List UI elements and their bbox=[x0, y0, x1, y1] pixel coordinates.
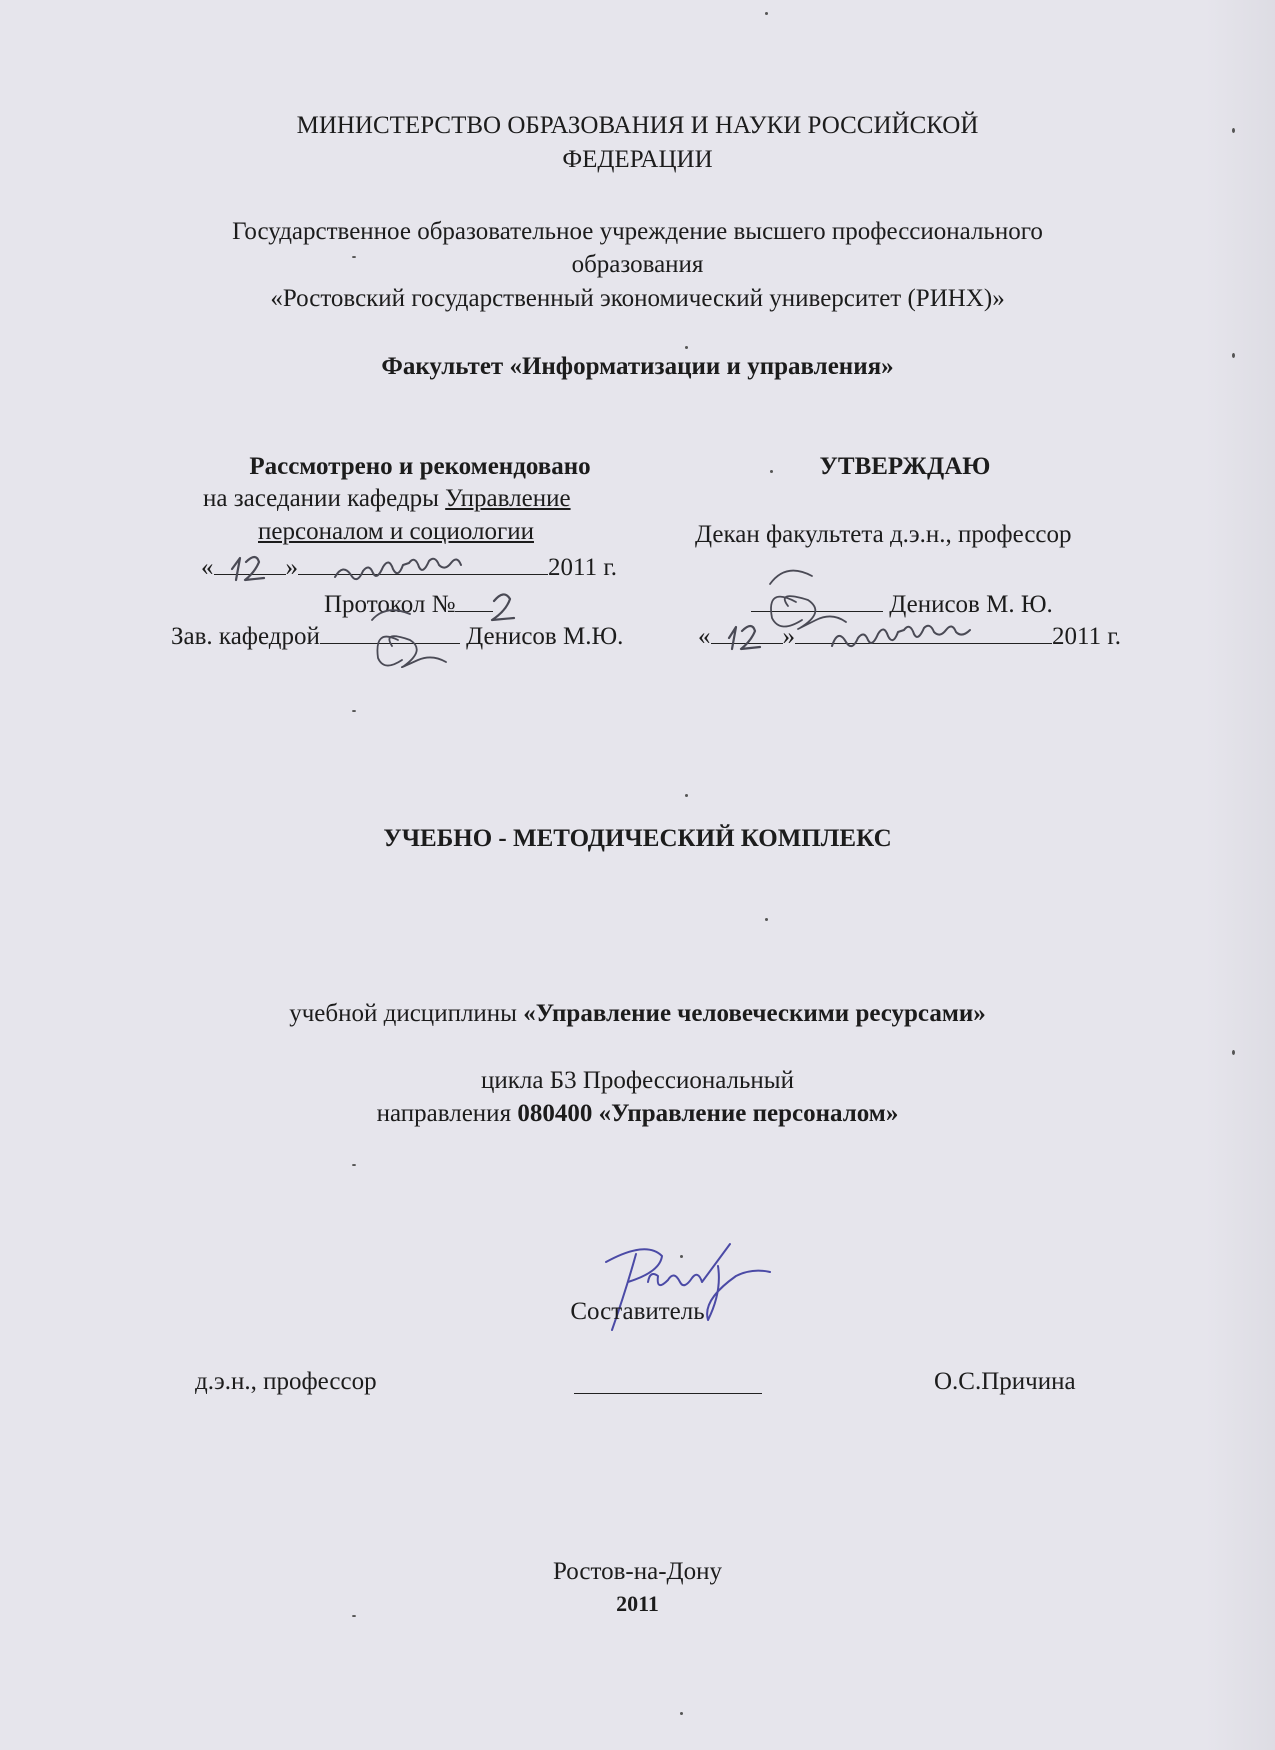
scan-speck bbox=[1232, 128, 1235, 133]
head-name: Денисов М.Ю. bbox=[466, 623, 624, 650]
scan-speck bbox=[352, 1615, 356, 1617]
scan-speck bbox=[352, 1164, 356, 1166]
department-name-part-2: персоналом и социологии bbox=[258, 518, 534, 545]
scan-speck bbox=[765, 12, 768, 15]
approval-right-heading: УТВЕРЖДАЮ bbox=[819, 453, 991, 480]
direction-name: 080400 «Управление персоналом» bbox=[517, 1100, 899, 1127]
date-year: 2011 г. bbox=[548, 554, 618, 581]
department-label: на заседании кафедры bbox=[203, 485, 446, 512]
scan-speck bbox=[680, 1255, 683, 1258]
ministry-line-1: МИНИСТЕРСТВО ОБРАЗОВАНИЯ И НАУКИ РОССИЙСКОЙ bbox=[296, 112, 979, 139]
compiler-signature-line bbox=[574, 1393, 762, 1394]
direction-label: направления bbox=[376, 1100, 518, 1127]
discipline-name: «Управление человеческими ресурсами» bbox=[523, 1000, 986, 1027]
handwritten-month-right bbox=[832, 626, 970, 646]
direction-line bbox=[0, 1099, 1275, 1128]
year: 2011 bbox=[616, 1591, 659, 1616]
approval-left-heading: Рассмотрено и рекомендовано bbox=[249, 453, 591, 480]
dean-position: Декан факультета д.э.н., профессор bbox=[695, 521, 1072, 548]
scan-speck bbox=[352, 710, 356, 712]
date-open-quote: « bbox=[698, 623, 711, 650]
scan-speck bbox=[765, 918, 768, 921]
compiler-label: Составитель bbox=[570, 1298, 705, 1325]
protocol-label: Протокол № bbox=[324, 591, 456, 618]
head-signature bbox=[372, 610, 446, 667]
handwritten-month-left bbox=[335, 559, 461, 579]
handwritten-protocol-number bbox=[492, 594, 514, 620]
discipline-line bbox=[0, 999, 1275, 1028]
institution-line-1: Государственное образовательное учреждение высшего профессионального bbox=[232, 218, 1043, 245]
city: Ростов-на-Дону bbox=[553, 1558, 722, 1585]
discipline-label: учебной дисциплины bbox=[289, 1000, 524, 1027]
compiler-name: О.С.Причина bbox=[934, 1368, 1076, 1395]
document-title: УЧЕБНО - МЕТОДИЧЕСКИЙ КОМПЛЕКС bbox=[383, 825, 892, 852]
ministry-line-2: ФЕДЕРАЦИИ bbox=[562, 146, 713, 173]
institution-line-3: «Ростовский государственный экономический университет (РИНХ)» bbox=[270, 285, 1005, 312]
cycle-line: цикла Б3 Профессиональный bbox=[480, 1067, 794, 1094]
date-close-quote: » bbox=[285, 554, 298, 581]
scan-speck bbox=[1232, 353, 1235, 358]
handwritten-day-left bbox=[232, 557, 264, 580]
date-close-quote: » bbox=[782, 623, 795, 650]
scan-speck bbox=[680, 1712, 683, 1715]
dean-name: Денисов М. Ю. bbox=[889, 591, 1053, 618]
department-name-part-1: Управление bbox=[445, 485, 571, 512]
dean-signature bbox=[770, 571, 846, 629]
institution-line-2: образования bbox=[571, 251, 704, 278]
date-open-quote: « bbox=[201, 554, 214, 581]
compiler-degree: д.э.н., профессор bbox=[195, 1368, 377, 1395]
date-year: 2011 г. bbox=[1052, 623, 1122, 650]
scan-speck bbox=[352, 256, 356, 258]
head-label: Зав. кафедрой bbox=[171, 623, 320, 650]
scan-speck bbox=[770, 470, 773, 473]
scan-speck bbox=[685, 346, 688, 349]
scan-speck bbox=[1232, 1050, 1235, 1055]
scan-speck bbox=[685, 794, 688, 797]
handwritten-day-right bbox=[729, 626, 760, 649]
faculty-name: Факультет «Информатизации и управления» bbox=[381, 353, 894, 380]
